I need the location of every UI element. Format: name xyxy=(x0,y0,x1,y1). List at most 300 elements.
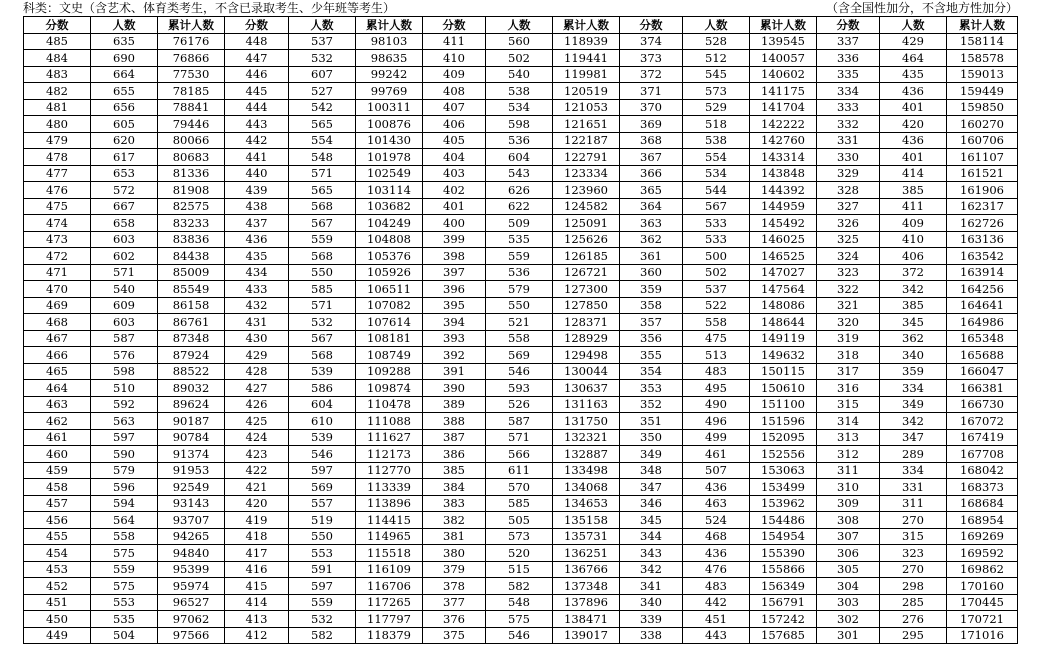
count-cell: 598 xyxy=(486,116,553,133)
cumulative-cell: 153063 xyxy=(750,462,817,479)
cumulative-cell: 117265 xyxy=(356,594,423,611)
score-cell: 321 xyxy=(817,297,880,314)
score-cell: 413 xyxy=(225,611,289,628)
cumulative-cell: 122791 xyxy=(553,149,620,166)
count-cell: 553 xyxy=(289,545,356,562)
count-cell: 496 xyxy=(683,413,750,430)
count-cell: 334 xyxy=(880,462,947,479)
count-cell: 565 xyxy=(289,116,356,133)
score-cell: 473 xyxy=(24,231,91,248)
count-cell: 559 xyxy=(289,231,356,248)
score-cell: 303 xyxy=(817,594,880,611)
score-cell: 360 xyxy=(620,264,683,281)
count-cell: 635 xyxy=(91,33,158,50)
score-cell: 323 xyxy=(817,264,880,281)
count-cell: 534 xyxy=(683,165,750,182)
count-cell: 592 xyxy=(91,396,158,413)
cumulative-cell: 137348 xyxy=(553,578,620,595)
cumulative-cell: 80066 xyxy=(158,132,225,149)
cumulative-cell: 158114 xyxy=(947,33,1018,50)
cumulative-cell: 141175 xyxy=(750,83,817,100)
count-cell: 558 xyxy=(683,314,750,331)
cumulative-cell: 140602 xyxy=(750,66,817,83)
score-cell: 471 xyxy=(24,264,91,281)
count-cell: 554 xyxy=(289,132,356,149)
cumulative-cell: 162317 xyxy=(947,198,1018,215)
count-cell: 585 xyxy=(486,495,553,512)
table-row xyxy=(24,561,1018,578)
score-cell: 351 xyxy=(620,413,683,430)
cumulative-cell: 125626 xyxy=(553,231,620,248)
score-cell: 322 xyxy=(817,281,880,298)
count-cell: 559 xyxy=(91,561,158,578)
score-cell: 447 xyxy=(225,50,289,67)
score-cell: 364 xyxy=(620,198,683,215)
count-cell: 475 xyxy=(683,330,750,347)
count-cell: 529 xyxy=(683,99,750,116)
score-cell: 310 xyxy=(817,479,880,496)
score-cell: 314 xyxy=(817,413,880,430)
count-cell: 573 xyxy=(486,528,553,545)
cumulative-cell: 169592 xyxy=(947,545,1018,562)
count-cell: 270 xyxy=(880,561,947,578)
count-cell: 579 xyxy=(486,281,553,298)
cumulative-cell: 161521 xyxy=(947,165,1018,182)
count-cell: 414 xyxy=(880,165,947,182)
cumulative-cell: 78841 xyxy=(158,99,225,116)
count-cell: 385 xyxy=(880,182,947,199)
cumulative-cell: 111088 xyxy=(356,413,423,430)
score-cell: 454 xyxy=(24,545,91,562)
score-cell: 308 xyxy=(817,512,880,529)
cumulative-cell: 169269 xyxy=(947,528,1018,545)
cumulative-cell: 163914 xyxy=(947,264,1018,281)
cumulative-cell: 95399 xyxy=(158,561,225,578)
cumulative-cell: 128929 xyxy=(553,330,620,347)
subject-note: 科类：文史（含艺术、体育类考生，不含已录取考生、少年班等考生） xyxy=(23,1,396,15)
cumulative-cell: 136766 xyxy=(553,561,620,578)
cumulative-cell: 106511 xyxy=(356,281,423,298)
score-cell: 455 xyxy=(24,528,91,545)
count-cell: 664 xyxy=(91,66,158,83)
cumulative-cell: 163136 xyxy=(947,231,1018,248)
score-cell: 443 xyxy=(225,116,289,133)
cumulative-cell: 113339 xyxy=(356,479,423,496)
score-cell: 485 xyxy=(24,33,91,50)
cumulative-cell: 127850 xyxy=(553,297,620,314)
count-cell: 522 xyxy=(683,297,750,314)
count-cell: 507 xyxy=(683,462,750,479)
count-cell: 655 xyxy=(91,83,158,100)
cumulative-cell: 151596 xyxy=(750,413,817,430)
count-cell: 298 xyxy=(880,578,947,595)
score-cell: 358 xyxy=(620,297,683,314)
count-cell: 609 xyxy=(91,297,158,314)
header-cumulative-2: 累计人数 xyxy=(356,17,423,34)
score-cell: 421 xyxy=(225,479,289,496)
score-cell: 380 xyxy=(423,545,486,562)
cumulative-cell: 134653 xyxy=(553,495,620,512)
score-cell: 385 xyxy=(423,462,486,479)
score-cell: 313 xyxy=(817,429,880,446)
score-cell: 475 xyxy=(24,198,91,215)
score-cell: 433 xyxy=(225,281,289,298)
count-cell: 571 xyxy=(486,429,553,446)
score-cell: 384 xyxy=(423,479,486,496)
table-row xyxy=(24,132,1018,149)
count-cell: 436 xyxy=(683,479,750,496)
count-cell: 539 xyxy=(289,429,356,446)
count-cell: 570 xyxy=(486,479,553,496)
count-cell: 347 xyxy=(880,429,947,446)
score-cell: 431 xyxy=(225,314,289,331)
count-cell: 611 xyxy=(486,462,553,479)
score-cell: 352 xyxy=(620,396,683,413)
header-count-4: 人数 xyxy=(683,17,750,34)
cumulative-cell: 146025 xyxy=(750,231,817,248)
count-cell: 505 xyxy=(486,512,553,529)
table-row xyxy=(24,413,1018,430)
score-cell: 329 xyxy=(817,165,880,182)
score-cell: 414 xyxy=(225,594,289,611)
score-cell: 378 xyxy=(423,578,486,595)
cumulative-cell: 130044 xyxy=(553,363,620,380)
cumulative-cell: 90784 xyxy=(158,429,225,446)
count-cell: 566 xyxy=(486,446,553,463)
cumulative-cell: 170445 xyxy=(947,594,1018,611)
score-cell: 333 xyxy=(817,99,880,116)
cumulative-cell: 119441 xyxy=(553,50,620,67)
score-cell: 453 xyxy=(24,561,91,578)
score-cell: 371 xyxy=(620,83,683,100)
score-cell: 319 xyxy=(817,330,880,347)
count-cell: 311 xyxy=(880,495,947,512)
cumulative-cell: 76866 xyxy=(158,50,225,67)
cumulative-cell: 166730 xyxy=(947,396,1018,413)
score-cell: 439 xyxy=(225,182,289,199)
count-cell: 401 xyxy=(880,99,947,116)
count-cell: 553 xyxy=(91,594,158,611)
cumulative-cell: 113896 xyxy=(356,495,423,512)
score-cell: 389 xyxy=(423,396,486,413)
cumulative-cell: 156349 xyxy=(750,578,817,595)
score-cell: 437 xyxy=(225,215,289,232)
score-cell: 405 xyxy=(423,132,486,149)
count-cell: 604 xyxy=(486,149,553,166)
cumulative-cell: 142222 xyxy=(750,116,817,133)
cumulative-cell: 153962 xyxy=(750,495,817,512)
cumulative-cell: 127300 xyxy=(553,281,620,298)
cumulative-cell: 132887 xyxy=(553,446,620,463)
count-cell: 603 xyxy=(91,231,158,248)
cumulative-cell: 162726 xyxy=(947,215,1018,232)
table-row xyxy=(24,330,1018,347)
count-cell: 515 xyxy=(486,561,553,578)
score-cell: 436 xyxy=(225,231,289,248)
cumulative-cell: 117797 xyxy=(356,611,423,628)
score-cell: 450 xyxy=(24,611,91,628)
cumulative-cell: 165348 xyxy=(947,330,1018,347)
score-cell: 412 xyxy=(225,627,289,644)
cumulative-cell: 115518 xyxy=(356,545,423,562)
score-cell: 465 xyxy=(24,363,91,380)
cumulative-cell: 160270 xyxy=(947,116,1018,133)
header-count-5: 人数 xyxy=(880,17,947,34)
score-cell: 395 xyxy=(423,297,486,314)
cumulative-cell: 139545 xyxy=(750,33,817,50)
table-row xyxy=(24,528,1018,545)
score-cell: 377 xyxy=(423,594,486,611)
cumulative-cell: 150610 xyxy=(750,380,817,397)
score-cell: 375 xyxy=(423,627,486,644)
table-row xyxy=(24,512,1018,529)
score-cell: 420 xyxy=(225,495,289,512)
score-cell: 480 xyxy=(24,116,91,133)
score-cell: 468 xyxy=(24,314,91,331)
count-cell: 435 xyxy=(880,66,947,83)
cumulative-cell: 160706 xyxy=(947,132,1018,149)
cumulative-cell: 131750 xyxy=(553,413,620,430)
cumulative-cell: 87924 xyxy=(158,347,225,364)
score-cell: 315 xyxy=(817,396,880,413)
cumulative-cell: 123960 xyxy=(553,182,620,199)
cumulative-cell: 155866 xyxy=(750,561,817,578)
count-cell: 331 xyxy=(880,479,947,496)
cumulative-cell: 141704 xyxy=(750,99,817,116)
cumulative-cell: 107082 xyxy=(356,297,423,314)
score-cell: 339 xyxy=(620,611,683,628)
score-cell: 325 xyxy=(817,231,880,248)
cumulative-cell: 142760 xyxy=(750,132,817,149)
count-cell: 569 xyxy=(486,347,553,364)
count-cell: 587 xyxy=(91,330,158,347)
count-cell: 429 xyxy=(880,33,947,50)
score-cell: 324 xyxy=(817,248,880,265)
count-cell: 558 xyxy=(486,330,553,347)
score-cell: 469 xyxy=(24,297,91,314)
cumulative-cell: 91953 xyxy=(158,462,225,479)
score-cell: 340 xyxy=(620,594,683,611)
score-cell: 419 xyxy=(225,512,289,529)
count-cell: 565 xyxy=(289,182,356,199)
score-cell: 456 xyxy=(24,512,91,529)
table-row xyxy=(24,165,1018,182)
count-cell: 582 xyxy=(289,627,356,644)
table-row xyxy=(24,396,1018,413)
cumulative-cell: 108749 xyxy=(356,347,423,364)
score-cell: 382 xyxy=(423,512,486,529)
count-cell: 568 xyxy=(289,198,356,215)
score-cell: 347 xyxy=(620,479,683,496)
cumulative-cell: 76176 xyxy=(158,33,225,50)
score-cell: 484 xyxy=(24,50,91,67)
count-cell: 345 xyxy=(880,314,947,331)
score-cell: 370 xyxy=(620,99,683,116)
header-score-4: 分数 xyxy=(620,17,683,34)
score-cell: 418 xyxy=(225,528,289,545)
score-cell: 472 xyxy=(24,248,91,265)
count-cell: 539 xyxy=(289,363,356,380)
cumulative-cell: 161906 xyxy=(947,182,1018,199)
score-cell: 305 xyxy=(817,561,880,578)
count-cell: 563 xyxy=(91,413,158,430)
cumulative-cell: 147564 xyxy=(750,281,817,298)
score-cell: 353 xyxy=(620,380,683,397)
score-cell: 342 xyxy=(620,561,683,578)
table-row xyxy=(24,347,1018,364)
cumulative-cell: 126185 xyxy=(553,248,620,265)
cumulative-cell: 144392 xyxy=(750,182,817,199)
count-cell: 372 xyxy=(880,264,947,281)
cumulative-cell: 143848 xyxy=(750,165,817,182)
score-cell: 430 xyxy=(225,330,289,347)
cumulative-cell: 99242 xyxy=(356,66,423,83)
score-cell: 449 xyxy=(24,627,91,644)
score-cell: 432 xyxy=(225,297,289,314)
table-row xyxy=(24,264,1018,281)
count-cell: 461 xyxy=(683,446,750,463)
score-cell: 398 xyxy=(423,248,486,265)
score-cell: 331 xyxy=(817,132,880,149)
count-cell: 436 xyxy=(880,132,947,149)
score-cell: 483 xyxy=(24,66,91,83)
count-cell: 289 xyxy=(880,446,947,463)
cumulative-cell: 159013 xyxy=(947,66,1018,83)
cumulative-cell: 123334 xyxy=(553,165,620,182)
score-cell: 379 xyxy=(423,561,486,578)
cumulative-cell: 166381 xyxy=(947,380,1018,397)
cumulative-cell: 87348 xyxy=(158,330,225,347)
cumulative-cell: 81336 xyxy=(158,165,225,182)
score-cell: 451 xyxy=(24,594,91,611)
count-cell: 617 xyxy=(91,149,158,166)
score-cell: 388 xyxy=(423,413,486,430)
count-cell: 575 xyxy=(91,578,158,595)
table-caption xyxy=(23,0,1018,16)
cumulative-cell: 130637 xyxy=(553,380,620,397)
count-cell: 504 xyxy=(91,627,158,644)
count-cell: 594 xyxy=(91,495,158,512)
count-cell: 568 xyxy=(289,248,356,265)
count-cell: 569 xyxy=(289,479,356,496)
count-cell: 532 xyxy=(289,611,356,628)
score-cell: 448 xyxy=(225,33,289,50)
cumulative-cell: 85549 xyxy=(158,281,225,298)
table-row xyxy=(24,248,1018,265)
count-cell: 626 xyxy=(486,182,553,199)
score-cell: 357 xyxy=(620,314,683,331)
count-cell: 602 xyxy=(91,248,158,265)
score-cell: 338 xyxy=(620,627,683,644)
score-cell: 425 xyxy=(225,413,289,430)
cumulative-cell: 157242 xyxy=(750,611,817,628)
cumulative-cell: 82575 xyxy=(158,198,225,215)
score-cell: 466 xyxy=(24,347,91,364)
score-cell: 301 xyxy=(817,627,880,644)
score-cell: 309 xyxy=(817,495,880,512)
table-row xyxy=(24,479,1018,496)
cumulative-cell: 105376 xyxy=(356,248,423,265)
count-cell: 464 xyxy=(880,50,947,67)
cumulative-cell: 118939 xyxy=(553,33,620,50)
count-cell: 586 xyxy=(289,380,356,397)
cumulative-cell: 158578 xyxy=(947,50,1018,67)
count-cell: 550 xyxy=(289,528,356,545)
score-cell: 359 xyxy=(620,281,683,298)
score-cell: 467 xyxy=(24,330,91,347)
score-cell: 440 xyxy=(225,165,289,182)
count-cell: 468 xyxy=(683,528,750,545)
count-cell: 605 xyxy=(91,116,158,133)
score-cell: 328 xyxy=(817,182,880,199)
score-cell: 383 xyxy=(423,495,486,512)
cumulative-cell: 104249 xyxy=(356,215,423,232)
cumulative-cell: 97062 xyxy=(158,611,225,628)
score-cell: 428 xyxy=(225,363,289,380)
score-cell: 426 xyxy=(225,396,289,413)
score-cell: 317 xyxy=(817,363,880,380)
cumulative-cell: 167419 xyxy=(947,429,1018,446)
table-row xyxy=(24,281,1018,298)
cumulative-cell: 88522 xyxy=(158,363,225,380)
cumulative-cell: 168042 xyxy=(947,462,1018,479)
count-cell: 582 xyxy=(486,578,553,595)
header-cumulative-1: 累计人数 xyxy=(158,17,225,34)
table-row xyxy=(24,462,1018,479)
count-cell: 535 xyxy=(486,231,553,248)
cumulative-cell: 121651 xyxy=(553,116,620,133)
score-cell: 410 xyxy=(423,50,486,67)
score-cell: 411 xyxy=(423,33,486,50)
table-row xyxy=(24,314,1018,331)
count-cell: 524 xyxy=(683,512,750,529)
table-row xyxy=(24,116,1018,133)
cumulative-cell: 103114 xyxy=(356,182,423,199)
score-cell: 435 xyxy=(225,248,289,265)
score-cell: 381 xyxy=(423,528,486,545)
count-cell: 323 xyxy=(880,545,947,562)
count-cell: 500 xyxy=(683,248,750,265)
count-cell: 542 xyxy=(289,99,356,116)
score-cell: 429 xyxy=(225,347,289,364)
count-cell: 521 xyxy=(486,314,553,331)
score-cell: 476 xyxy=(24,182,91,199)
cumulative-cell: 144959 xyxy=(750,198,817,215)
count-cell: 557 xyxy=(289,495,356,512)
count-cell: 420 xyxy=(880,116,947,133)
cumulative-cell: 110478 xyxy=(356,396,423,413)
count-cell: 334 xyxy=(880,380,947,397)
score-cell: 401 xyxy=(423,198,486,215)
count-cell: 571 xyxy=(289,165,356,182)
count-cell: 510 xyxy=(91,380,158,397)
count-cell: 550 xyxy=(486,297,553,314)
table-header-row xyxy=(24,17,1018,34)
score-cell: 312 xyxy=(817,446,880,463)
cumulative-cell: 135158 xyxy=(553,512,620,529)
count-cell: 536 xyxy=(486,264,553,281)
count-cell: 538 xyxy=(486,83,553,100)
cumulative-cell: 152095 xyxy=(750,429,817,446)
count-cell: 620 xyxy=(91,132,158,149)
cumulative-cell: 102549 xyxy=(356,165,423,182)
count-cell: 546 xyxy=(486,627,553,644)
cumulative-cell: 148644 xyxy=(750,314,817,331)
cumulative-cell: 166047 xyxy=(947,363,1018,380)
count-cell: 597 xyxy=(289,462,356,479)
table-row xyxy=(24,198,1018,215)
count-cell: 540 xyxy=(486,66,553,83)
